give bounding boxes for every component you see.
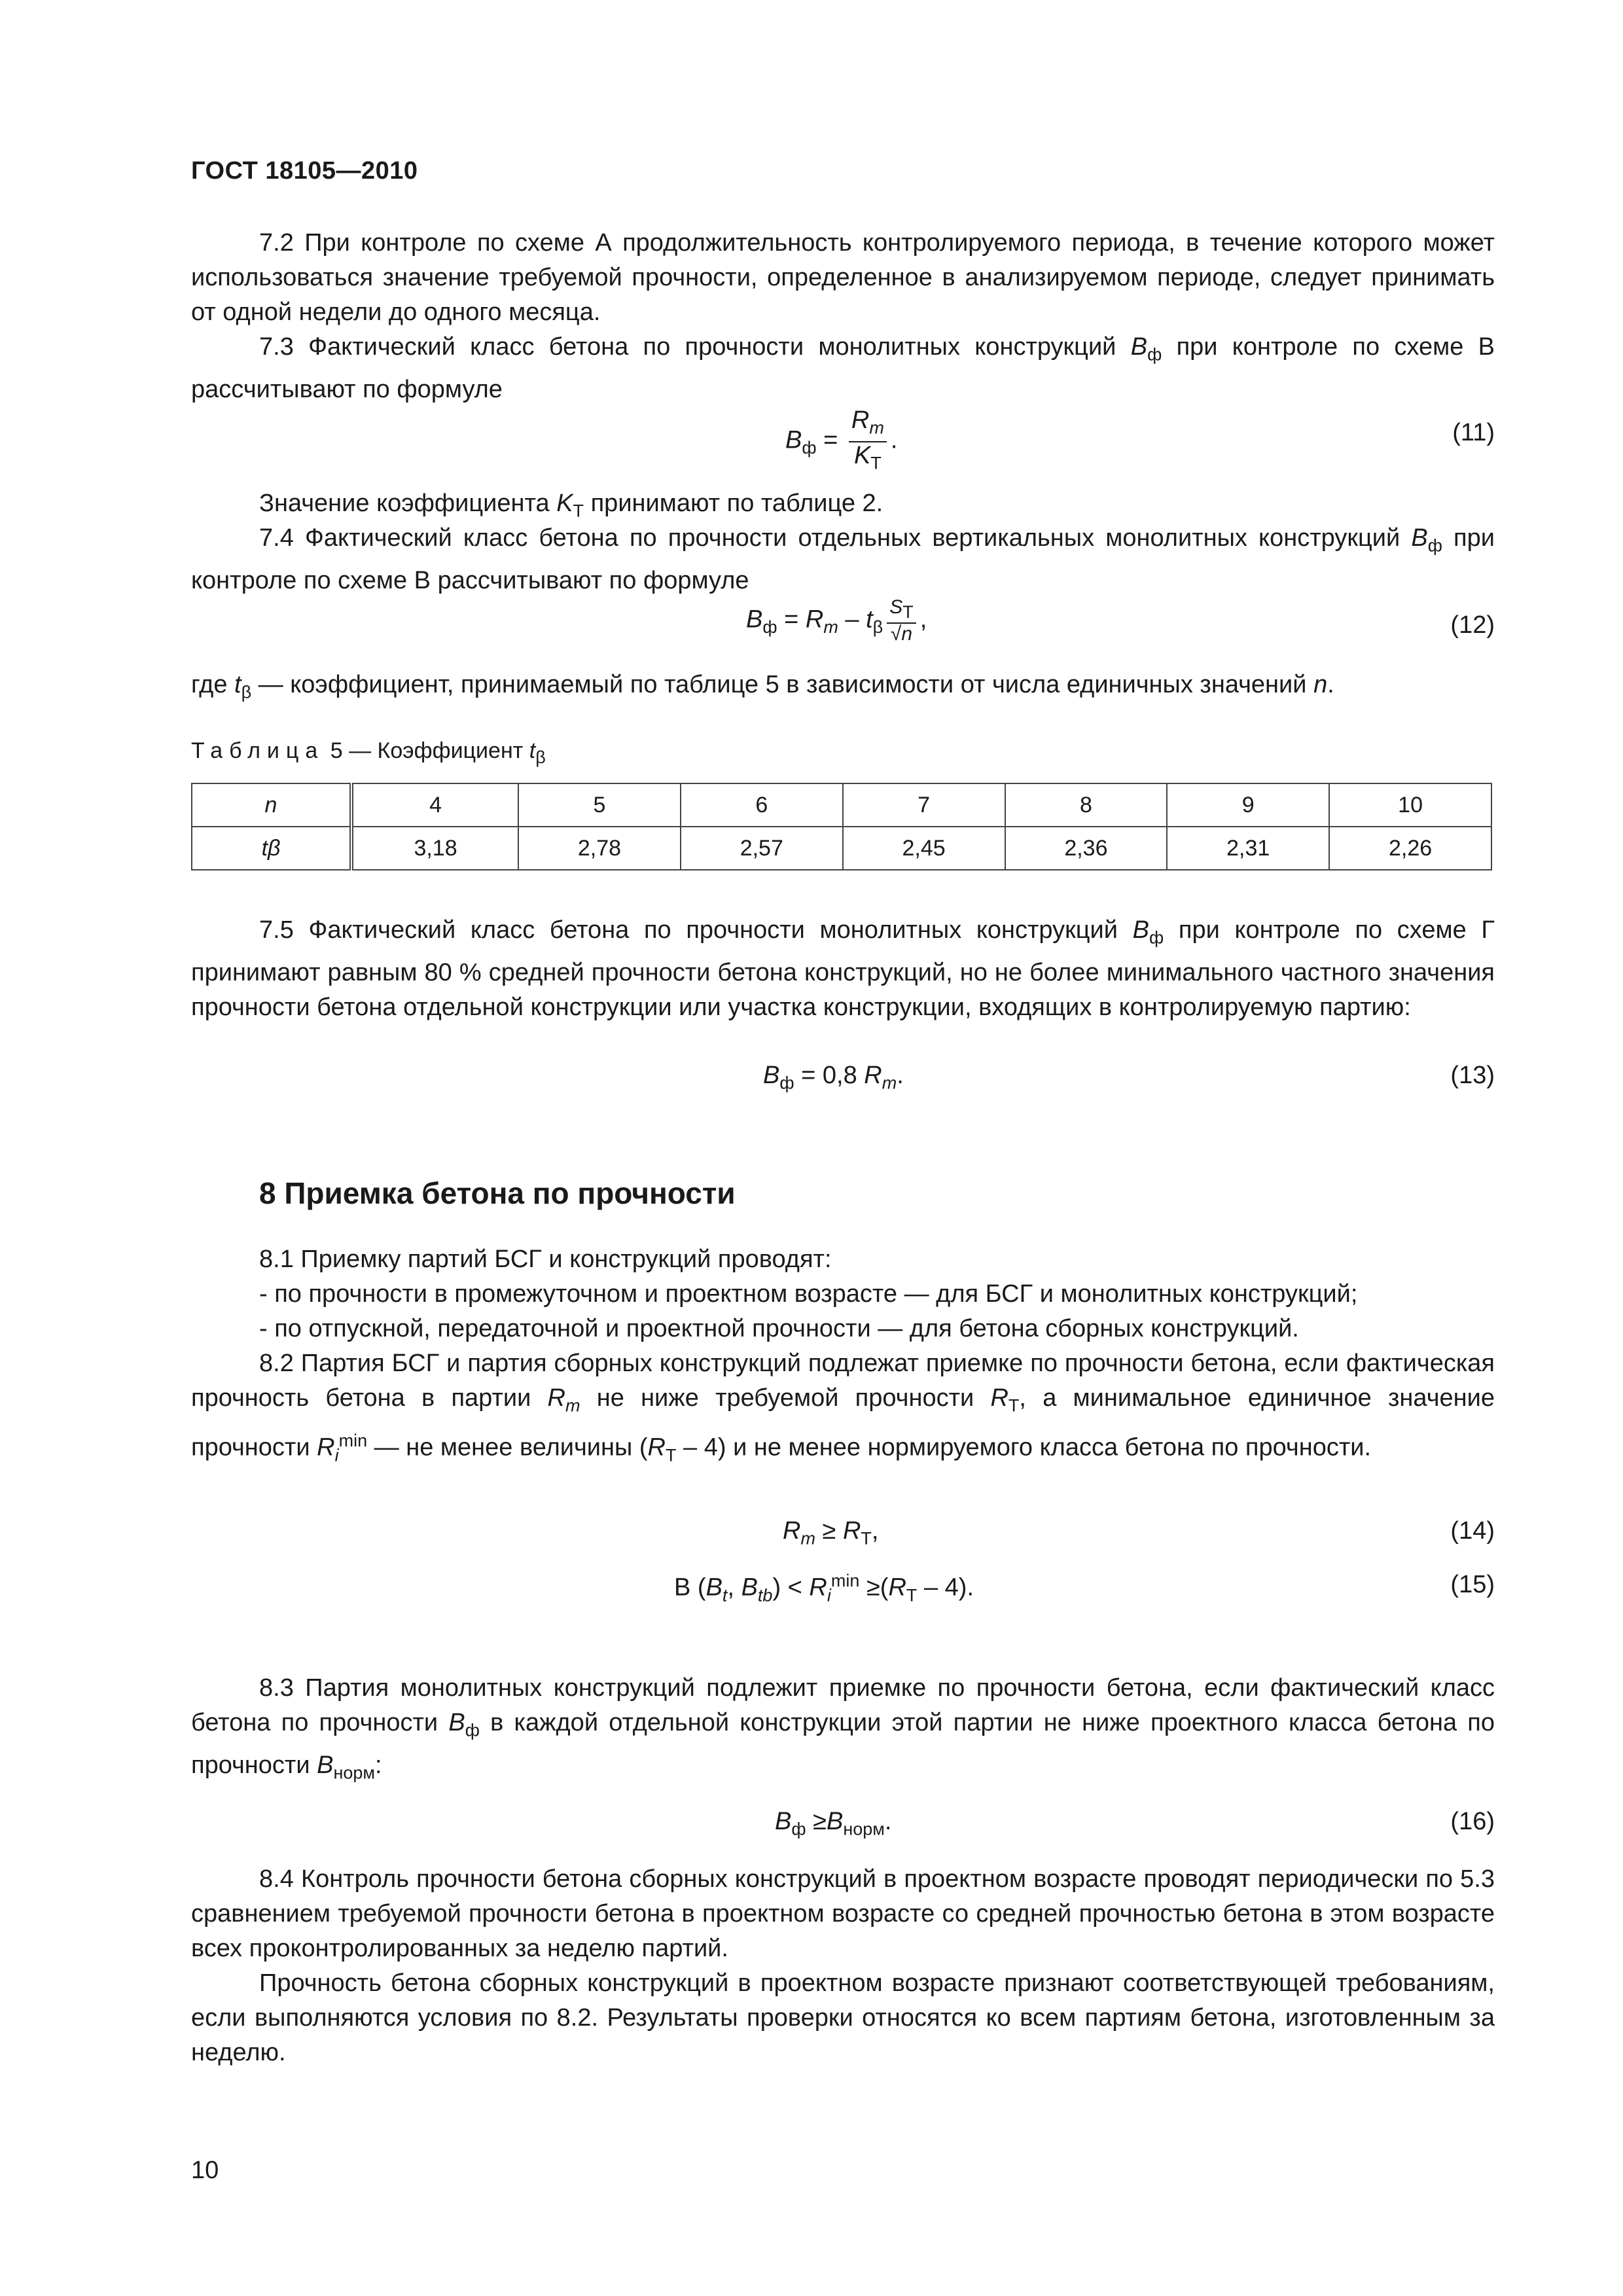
paragraph-7-4: 7.4 Фактический класс бетона по прочности отдельных вертикальных монолитных конструкций $B_ф$ при контроле по схеме В рассчитывают по формуле xyxy=(191,524,1495,594)
paragraph-7-3: 7.3 Фактический класс бетона по прочности монолитных конструкций $B_ф$ при контроле по схеме В рассчитывают по формуле xyxy=(191,333,1495,403)
paragraph-conclusion: Прочность бетона сборных конструкций в проектном возрасте признают соответствующей требованиям, если выполняются условия по 8.2. Результаты проверки относятся ко всем партиям бетона, изготовленным за неделю. xyxy=(191,1969,1495,2066)
paragraph-7-5: 7.5 Фактический класс бетона по прочности монолитных конструкций $B_ф$ при контроле по схеме Г принимают равным 80 % средней прочности бетона конструкций, но не более минимального частного значения прочности бетона отдельной конструкции или участка конструкции, входящих в контролируемую партию: xyxy=(191,916,1495,1021)
table-cell: 2,45 xyxy=(843,827,1005,870)
paragraph-8-1: 8.1 Приемку партий БСГ и конструкций проводят: xyxy=(259,1246,832,1273)
formula-number-11: (11) xyxy=(1452,419,1495,446)
paragraph-8-2: 8.2 Партия БСГ и партия сборных конструкций подлежат приемке по прочности бетона, если фактическая прочность бетона в партии $R_m$ не ниже требуемой прочности $R_Т$, а минимальное единичное значение прочности $R_i^{min}$ — не менее величины $(R_Т - 4)$ и не менее нормируемого класса бетона по прочности. xyxy=(191,1350,1495,1465)
page-number: 10 xyxy=(191,2157,219,2184)
table-cell: 2,26 xyxy=(1329,827,1491,870)
table-cell: 10 xyxy=(1329,783,1491,827)
table-cell: 2,31 xyxy=(1167,827,1329,870)
fraction: $\frac{R_m}{K_Т}$ xyxy=(849,407,887,476)
table-cell: 9 xyxy=(1167,783,1329,827)
formula-number-14: (14) xyxy=(1450,1517,1495,1545)
document-header: ГОСТ 18105—2010 xyxy=(191,157,418,185)
section-heading: 8 Приемка бетона по прочности xyxy=(259,1176,736,1210)
table-row-label: tβ xyxy=(192,827,351,870)
table-cell: 2,36 xyxy=(1005,827,1168,870)
list-item: - по прочности в промежуточном и проектном возрасте — для БСГ и монолитных конструкций; xyxy=(259,1280,1358,1308)
table-cell: 5 xyxy=(518,783,681,827)
table-row xyxy=(192,783,1491,827)
formula-number-13: (13) xyxy=(1450,1062,1495,1089)
table-caption: Таблица 5 — Коэффициент $t_\beta$ xyxy=(191,738,546,767)
list-item: - по отпускной, передаточной и проектной прочности — для бетона сборных конструкций. xyxy=(259,1315,1299,1342)
formula-14: $R_m \ge R_Т$, xyxy=(783,1517,879,1549)
formula-12: $B_ф = R_m - t_\beta$ $\frac{S_Т}{√n}$ , xyxy=(746,596,927,645)
table-cell: 8 xyxy=(1005,783,1168,827)
table-cell: 2,57 xyxy=(681,827,843,870)
formula-11: $B_ф$ = $\frac{R_m}{K_Т}$ . xyxy=(785,407,897,476)
table-cell: 2,78 xyxy=(518,827,681,870)
fraction: $\frac{S_Т}{√n}$ xyxy=(887,597,916,645)
paragraph-koef: Значение коэффициента $K_Т$ принимают по таблице 2. xyxy=(259,490,883,521)
formula-number-16: (16) xyxy=(1450,1808,1495,1835)
table-cell: 3,18 xyxy=(351,827,518,870)
table-cell: 7 xyxy=(843,783,1005,827)
coefficient-table xyxy=(191,783,1492,870)
paragraph-8-4: 8.4 Контроль прочности бетона сборных конструкций в проектном возрасте проводят периодически по 5.3 сравнением требуемой прочности бетона в проектном возрасте со средней прочностью бетона в этом возрасте всех проконтролированных за неделю партий. xyxy=(191,1865,1495,1962)
formula-15: B ($B_t$, $B_{tb}) < R_i^{min} \ge(R_Т - 4)$. xyxy=(674,1571,974,1605)
formula-number-15: (15) xyxy=(1450,1571,1495,1598)
formula-13: $B_ф = 0,8$ $R_m$. xyxy=(763,1062,904,1093)
table-row xyxy=(192,827,1491,870)
formula-16: $B_ф \ge B_{норм}$. xyxy=(775,1808,892,1839)
paragraph-7-2: 7.2 При контроле по схеме А продолжительность контролируемого периода, в течение которого может использоваться значение требуемой прочности, определенное в анализируемом периоде, следует принимать от одной недели до одного месяца. xyxy=(191,229,1495,326)
table-cell: 6 xyxy=(681,783,843,827)
table-cell: 4 xyxy=(351,783,518,827)
table-row-label: n xyxy=(192,783,351,827)
paragraph-8-3: 8.3 Партия монолитных конструкций подлежит приемке по прочности бетона, если фактический класс бетона по прочности $B_ф$ в каждой отдельной конструкции этой партии не ниже проектного класса бетона по прочности $B_{норм}$: xyxy=(191,1674,1495,1783)
paragraph-where: где $t_\beta$ — коэффициент, принимаемый по таблице 5 в зависимости от числа единичных значений n. xyxy=(191,671,1334,702)
formula-number-12: (12) xyxy=(1450,611,1495,639)
